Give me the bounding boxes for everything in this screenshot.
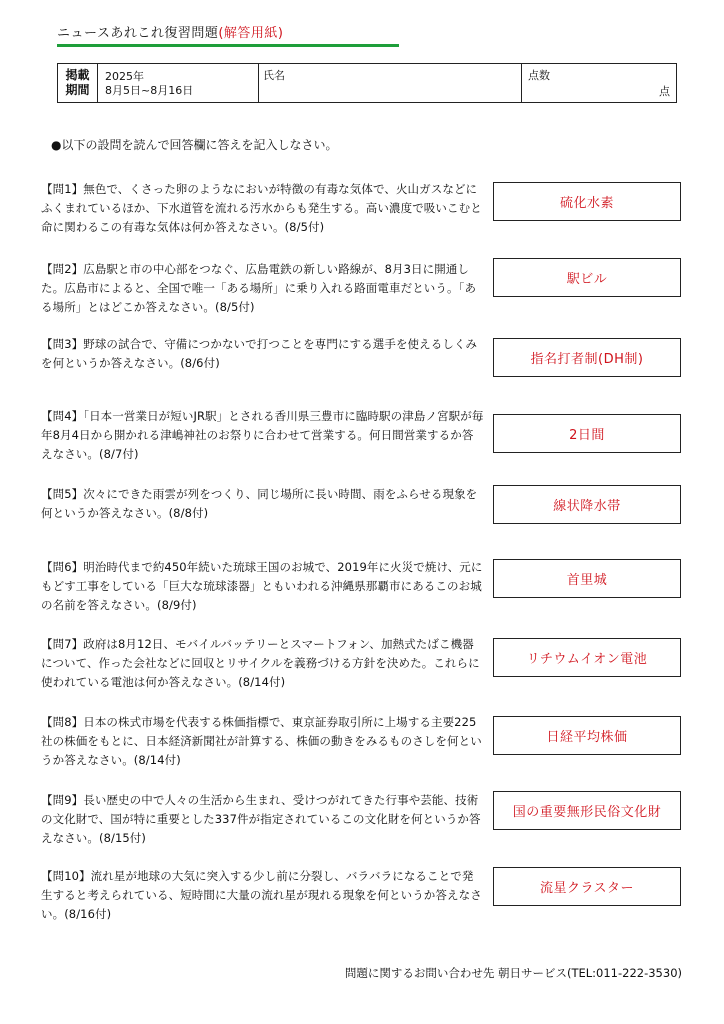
score-unit: 点 xyxy=(659,85,670,98)
answer-text: 駅ビル xyxy=(566,272,608,287)
question-number: 【問8】 xyxy=(41,715,84,729)
page-title xyxy=(57,26,397,42)
question-3 xyxy=(41,335,485,373)
name-label: 氏名 xyxy=(263,69,285,82)
title-underline xyxy=(57,44,399,47)
question-number: 【問7】 xyxy=(41,637,84,651)
answer-text: 流星クラスター xyxy=(539,881,635,896)
question-4 xyxy=(41,407,485,464)
question-number: 【問4】 xyxy=(41,409,84,423)
question-8 xyxy=(41,713,485,770)
question-9 xyxy=(41,791,485,848)
answer-box-10[interactable] xyxy=(493,867,681,906)
question-1 xyxy=(41,180,485,237)
question-text: 無色で、くさった卵のようなにおいが特徴の有毒な気体で、火山ガスなどにふくまれているほか、下水道管を流れる汚水からも発生する。高い濃度で吸いこむと命に関わるこの有毒な気体は何か答えなさい。(8/5付) xyxy=(41,182,482,234)
question-number: 【問3】 xyxy=(41,337,84,351)
question-text: 明治時代まで約450年続いた琉球王国のお城で、2019年に火災で焼け、元にもどす工事をしている「巨大な琉球漆器」ともいわれる沖縄県那覇市にあるこのお城の名前を答えなさい。(8/9付) xyxy=(41,560,483,612)
answer-text: 硫化水素 xyxy=(559,196,614,211)
answer-text: 指名打者制(DH制) xyxy=(530,352,644,367)
period-label xyxy=(58,64,98,102)
period-year: 2025年 xyxy=(105,70,144,83)
answer-text: 国の重要無形民俗文化財 xyxy=(512,805,662,820)
answer-box-9[interactable] xyxy=(493,791,681,830)
answer-box-1[interactable] xyxy=(493,182,681,221)
answer-box-2[interactable] xyxy=(493,258,681,297)
answer-text: 日経平均株価 xyxy=(546,730,628,745)
period-label-line2: 期間 xyxy=(65,83,90,97)
question-text: 長い歴史の中で人々の生活から生まれ、受けつがれてきた行事や芸能、技術の文化財で、国が特に重要とした337件が指定されているこの文化財を何というか答えなさい。(8/15付) xyxy=(41,793,481,845)
answer-box-4[interactable] xyxy=(493,414,681,453)
question-7 xyxy=(41,635,485,692)
question-number: 【問10】 xyxy=(41,869,91,883)
question-text: 広島駅と市の中心部をつなぐ、広島電鉄の新しい路線が、8月3日に開通した。広島市によると、全国で唯一「ある場所」に乗り入れる路面電車だという。「ある場所」とはどこか答えなさい。(8/5付) xyxy=(41,262,477,314)
question-5 xyxy=(41,485,485,523)
question-10 xyxy=(41,867,485,924)
question-number: 【問5】 xyxy=(41,487,84,501)
title-sub: (解答用紙) xyxy=(218,26,284,41)
answer-box-6[interactable] xyxy=(493,559,681,598)
question-text: 日本の株式市場を代表する株価指標で、東京証券取引所に上場する主要225社の株価をもとに、日本経済新聞社が計算する、株価の動きをみるものさしを何というか答えなさい。(8/14付) xyxy=(41,715,482,767)
answer-text: 線状降水帯 xyxy=(553,499,621,514)
answer-box-5[interactable] xyxy=(493,485,681,524)
title-main: ニュースあれこれ復習問題 xyxy=(57,26,219,41)
question-number: 【問6】 xyxy=(41,560,84,574)
question-text: 政府は8月12日、モバイルバッテリーとスマートフォン、加熱式たばこ機器について、作った会社などに回収とリサイクルを義務づける方針を決めた。これらに使われている電池は何か答えなさい。(8/14付) xyxy=(41,637,480,689)
info-table xyxy=(57,63,677,103)
contact-footer: 問題に関するお問い合わせ先 朝日サービス(TEL:011-222-3530) xyxy=(344,966,682,980)
answer-text: 首里城 xyxy=(566,573,608,588)
period-range: 8月5日~8月16日 xyxy=(105,84,194,97)
question-text: 「日本一営業日が短いJR駅」とされる香川県三豊市に臨時駅の津島ノ宮駅が毎年8月4日から開かれる津嶋神社のお祭りに合わせて営業する。何日間営業するか答えなさい。(8/7付) xyxy=(41,409,484,461)
answer-text: 2日間 xyxy=(569,428,605,443)
score-field[interactable] xyxy=(522,64,676,102)
period-label-line1: 掲載 xyxy=(65,68,90,82)
answer-box-7[interactable] xyxy=(493,638,681,677)
question-text: 流れ星が地球の大気に突入する少し前に分裂し、バラバラになることで発生すると考えられている、短時間に大量の流れ星が現れる現象を何というか答えなさい。(8/16付) xyxy=(41,869,482,921)
name-field[interactable] xyxy=(259,64,522,102)
answer-text: リチウムイオン電池 xyxy=(526,652,648,667)
question-text: 野球の試合で、守備につかないで打つことを専門にする選手を使えるしくみを何というか答えなさい。(8/6付) xyxy=(41,337,478,370)
question-text: 次々にできた雨雲が列をつくり、同じ場所に長い時間、雨をふらせる現象を何というか答えなさい。(8/8付) xyxy=(41,487,478,520)
answer-box-8[interactable] xyxy=(493,716,681,755)
period-cell xyxy=(98,64,259,102)
question-2 xyxy=(41,260,485,317)
score-label: 点数 xyxy=(528,69,550,82)
instruction-text: ●以下の設問を読んで回答欄に答えを記入しなさい。 xyxy=(51,138,338,152)
question-6 xyxy=(41,558,485,615)
question-number: 【問9】 xyxy=(41,793,84,807)
answer-box-3[interactable] xyxy=(493,338,681,377)
question-number: 【問2】 xyxy=(41,262,84,276)
question-number: 【問1】 xyxy=(41,182,84,196)
